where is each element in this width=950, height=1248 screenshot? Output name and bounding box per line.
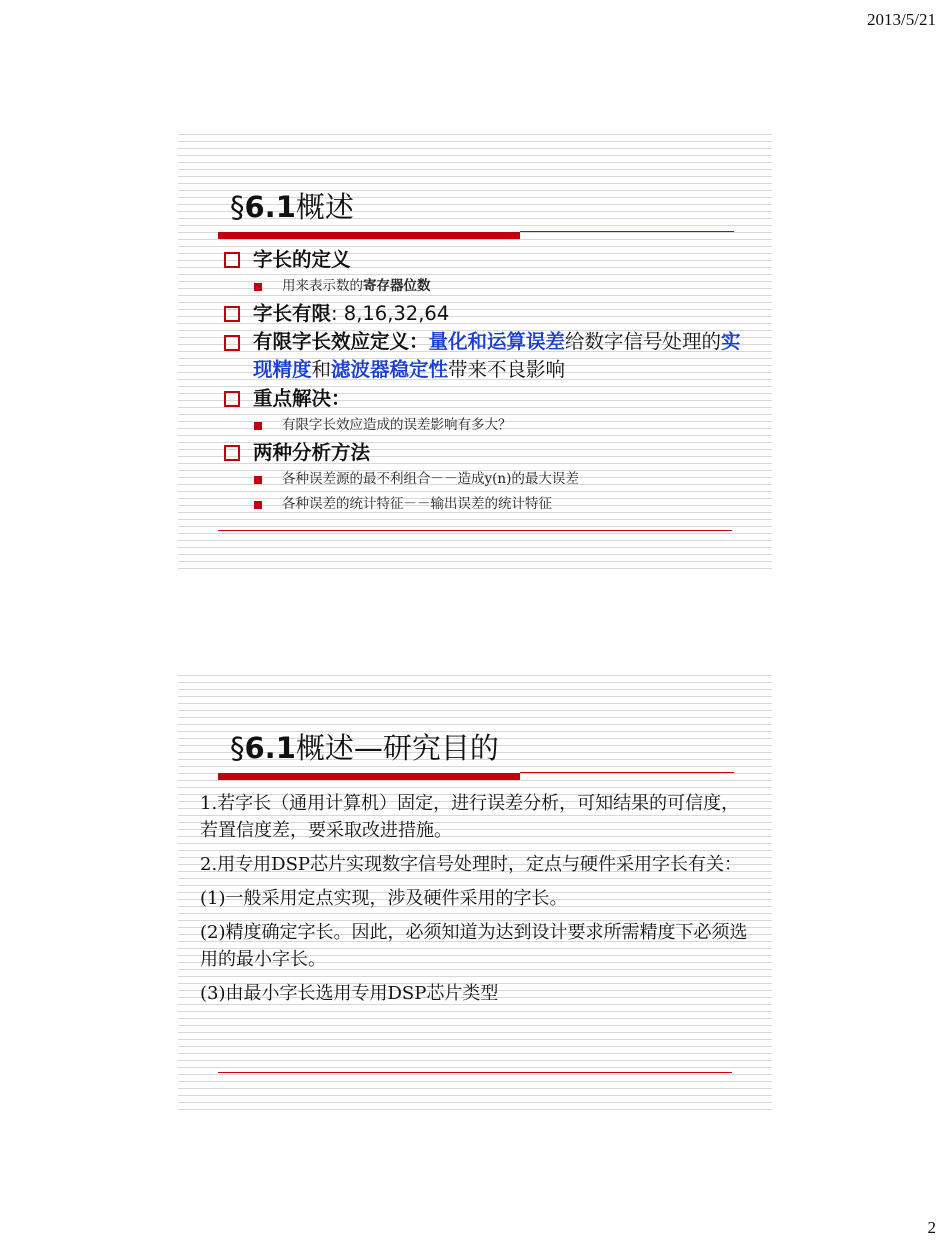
bullet-item: 字长有限: 8,16,32,64 bbox=[222, 299, 752, 328]
section-sign: § bbox=[230, 731, 245, 765]
slide-title bbox=[230, 187, 354, 227]
sub-bullet-item: 各种误差源的最不利组合－－造成y(n)的最大误差 bbox=[222, 467, 752, 492]
paragraph: 1.若字长（通用计算机）固定，进行误差分析，可知结果的可信度，若置信度差，要采取改进措施。 bbox=[200, 793, 740, 841]
title-number: 6.1 bbox=[244, 731, 296, 765]
bullet-item: 有限字长效应定义：量化和运算误差给数字信号处理的实现精度和滤波器稳定性带来不良影响 bbox=[222, 328, 752, 384]
square-bullet-icon bbox=[254, 283, 262, 291]
checkbox-bullet-icon bbox=[224, 252, 240, 268]
paragraph: (1)一般采用定点实现，涉及硬件采用的字长。 bbox=[200, 888, 568, 909]
checkbox-bullet-icon bbox=[224, 445, 240, 461]
paragraph-list bbox=[200, 790, 755, 1014]
checkbox-bullet-icon bbox=[224, 391, 240, 407]
sub-bullet-item: 各种误差的统计特征－－输出误差的统计特征 bbox=[222, 492, 752, 517]
sub-bullet-item: 用来表示数的寄存器位数 bbox=[222, 274, 752, 299]
checkbox-bullet-icon bbox=[224, 335, 240, 351]
slide-bottom-rule bbox=[218, 530, 732, 531]
slide-1 bbox=[178, 131, 772, 574]
title-underline bbox=[218, 773, 520, 780]
bullet-item: 重点解决： bbox=[222, 384, 752, 413]
slide-title bbox=[230, 728, 499, 768]
checkbox-bullet-icon bbox=[224, 306, 240, 322]
page-number: 2 bbox=[927, 1218, 936, 1237]
title-underline-thin bbox=[520, 772, 734, 773]
paragraph: (2)精度确定字长。因此，必须知道为达到设计要求所需精度下必须选用的最小字长。 bbox=[200, 922, 748, 970]
section-sign: § bbox=[230, 190, 245, 224]
title-text: 概述—研究目的 bbox=[295, 731, 499, 765]
slide-2 bbox=[178, 672, 772, 1115]
bullet-item: 两种分析方法 bbox=[222, 438, 752, 467]
paragraph: 2.用专用DSP芯片实现数字信号处理时，定点与硬件采用字长有关： bbox=[200, 854, 743, 875]
title-underline-thin bbox=[520, 231, 734, 232]
paragraph: (3)由最小字长选用专用DSP芯片类型 bbox=[200, 983, 499, 1004]
page-date: 2013/5/21 bbox=[867, 10, 936, 29]
square-bullet-icon bbox=[254, 422, 262, 430]
title-number: 6.1 bbox=[244, 190, 296, 224]
sub-bullet-item: 有限字长效应造成的误差影响有多大？ bbox=[222, 413, 752, 438]
title-text: 概述 bbox=[295, 190, 354, 224]
bullet-list bbox=[222, 245, 752, 517]
square-bullet-icon bbox=[254, 476, 262, 484]
bullet-item: 字长的定义 bbox=[222, 245, 752, 274]
slide-bottom-rule bbox=[218, 1072, 732, 1073]
title-underline bbox=[218, 232, 520, 239]
square-bullet-icon bbox=[254, 501, 262, 509]
